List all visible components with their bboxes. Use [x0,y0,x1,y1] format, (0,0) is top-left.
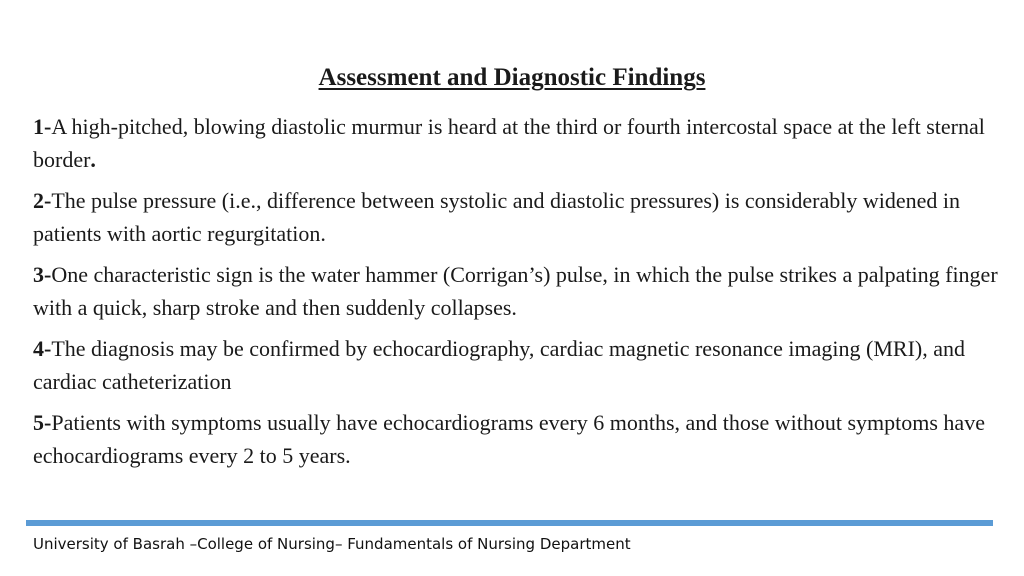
finding-text: One characteristic sign is the water hammer (Corrigan’s) pulse, in which the pulse strikes a palpating finger with a quick, sharp stroke and then suddenly collapses. [33,262,998,320]
slide-title: Assessment and Diagnostic Findings [318,64,706,91]
finding-number: 1- [33,114,52,139]
footer-divider-bar [26,520,993,526]
finding-number: 3- [33,262,52,287]
finding-number: 5- [33,410,52,435]
finding-text: Patients with symptoms usually have echocardiograms every 6 months, and those without symptoms have echocardiograms every 2 to 5 years. [33,410,985,468]
finding-item-4 [33,332,1003,398]
finding-item-2 [33,184,1003,250]
finding-item-5 [33,406,1003,472]
finding-text: The diagnosis may be confirmed by echocardiography, cardiac magnetic resonance imaging (MRI), and cardiac catheterization [33,336,966,394]
footer-text: University of Basrah –College of Nursing– Fundamentals of Nursing Department [33,535,631,553]
finding-text: The pulse pressure (i.e., difference between systolic and diastolic pressures) is considerably widened in patients with aortic regurgitation. [33,188,960,246]
finding-item-1 [33,110,1003,176]
finding-end-mark: . [90,147,96,172]
finding-number: 2- [33,188,52,213]
finding-text: A high-pitched, blowing diastolic murmur is heard at the third or fourth intercostal space at the left sternal border [33,114,985,172]
finding-item-3 [33,258,1003,324]
findings-list [33,110,1003,480]
finding-number: 4- [33,336,52,361]
